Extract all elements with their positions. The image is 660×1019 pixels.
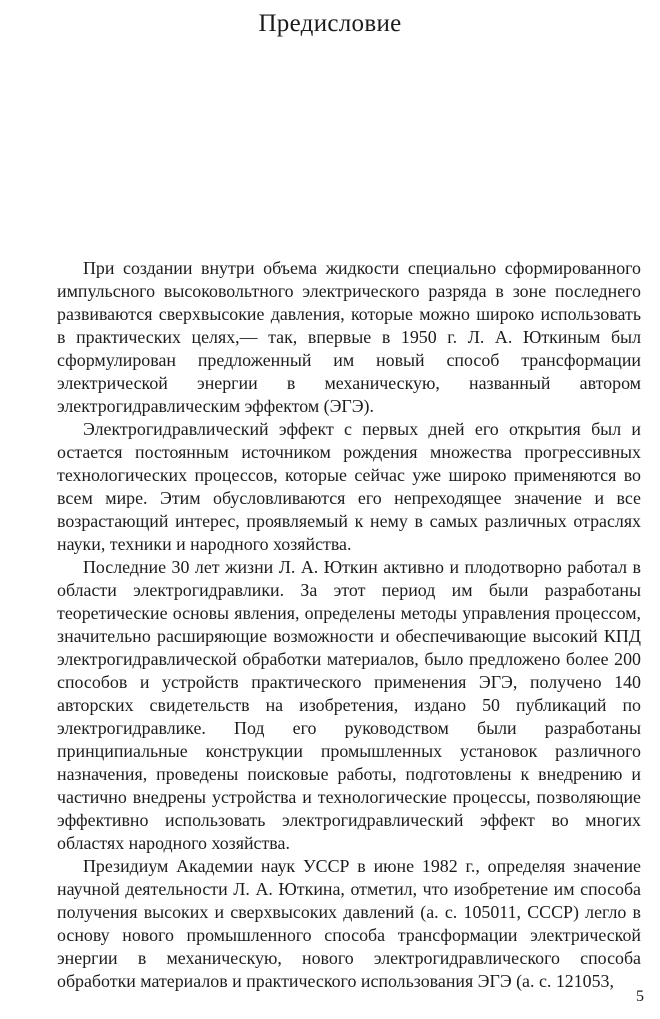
body-text xyxy=(57,257,641,993)
paragraph-1: При создании внутри объема жидкости специально сформированного импульсного высоковольтного электрического разряда в зоне последнего развиваются сверхвысокие давления, которые можно широко использовать в практических целях,— так, впервые в 1950 г. Л. А. Юткиным был сформулирован предложенный им новый способ трансформации электрической энергии в механическую, названный автором электрогидравлическим эффектом (ЭГЭ). xyxy=(57,258,641,416)
chapter-heading: Предисловие xyxy=(258,10,402,37)
paragraph-2: Электрогидравлический эффект с первых дней его открытия был и остается постоянным источником рождения множества прогрессивных технологических процессов, которые сейчас уже широко применяются во всем мире. Этим обусловливаются его непреходящее значение и все возрастающий интерес, проявляемый к нему в самых различных отраслях науки, техники и народного хозяйства. xyxy=(57,419,641,554)
paragraph-4: Президиум Академии наук УССР в июне 1982 г., определяя значение научной деятельности Л. А. Юткина, отметил, что изобретение им способа получения высоких и сверхвысоких давлений (а. с. 105011, СССР) легло в основу нового промышленного способа трансформации электрической энергии в механическую, нового электрогидравлического способа обработки материалов и практического использования ЭГЭ (а. с. 121053, xyxy=(57,856,641,991)
page-number: 5 xyxy=(636,988,644,1005)
paragraph-3: Последние 30 лет жизни Л. А. Юткин активно и плодотворно работал в области электрогидравлики. За этот период им были разработаны теоретические основы явления, определены методы управления процессом, значительно расширяющие возможности и обеспечивающие высокий КПД электрогидравлической обработки материалов, было предложено более 200 способов и устройств практического применения ЭГЭ, получено 140 авторских свидетельств на изобретения, издано 50 публикаций по электрогидравлике. Под его руководством были разработаны принципиальные конструкции промышленных установок различного назначения, проведены поисковые работы, подготовлены к внедрению и частично внедрены устройства и технологические процессы, позволяющие эффективно использовать электрогидравлический эффект во многих областях народного хозяйства. xyxy=(57,557,641,853)
